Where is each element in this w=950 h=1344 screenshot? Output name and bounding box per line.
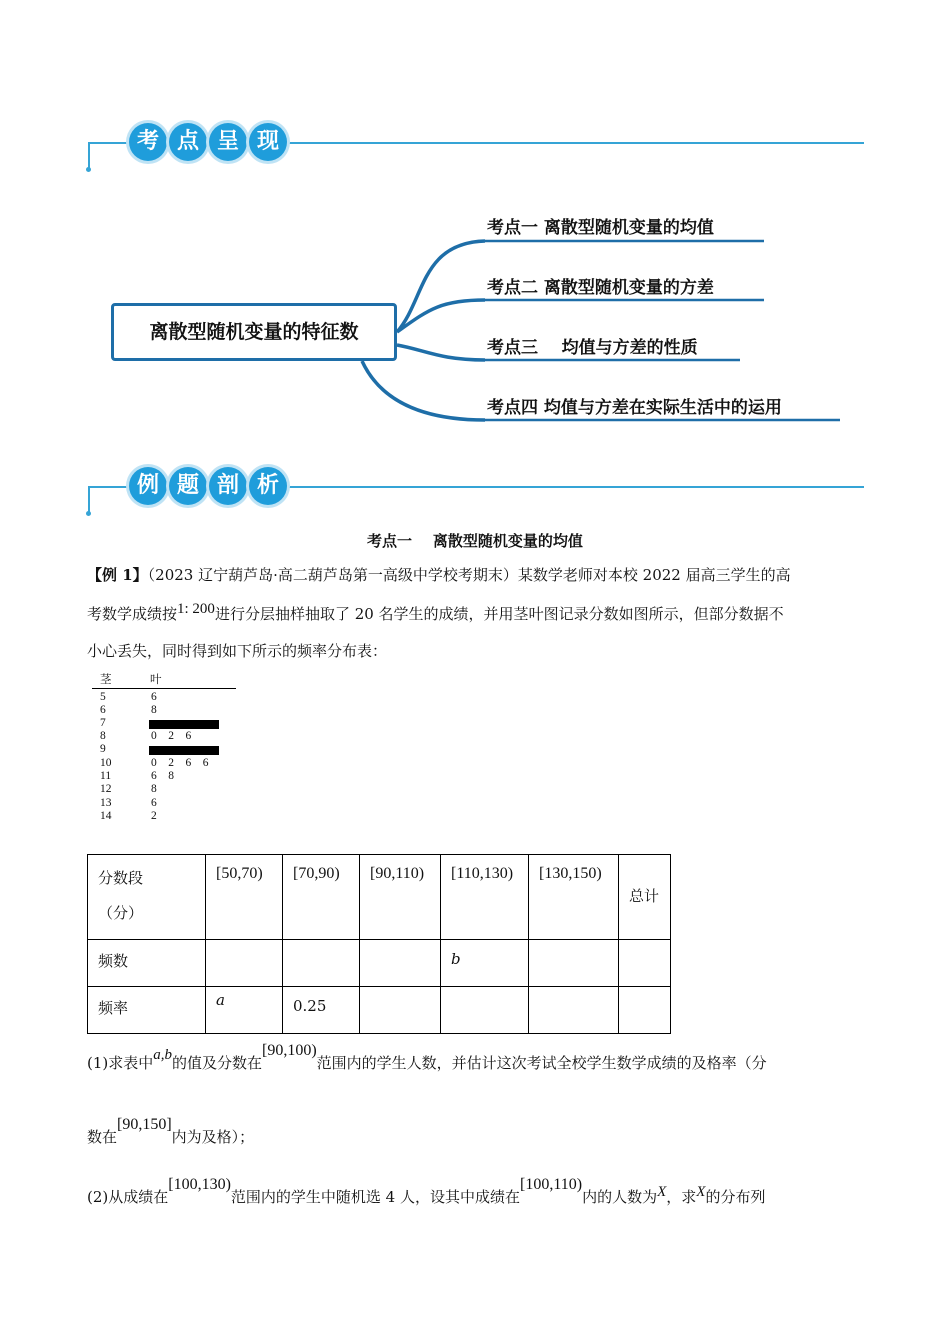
q1-text: 的值及分数在: [172, 1054, 263, 1072]
mindmap-branch-4: 考点四 均值与方差在实际生活中的运用: [487, 398, 782, 418]
banner-char: 点: [169, 123, 207, 161]
q1-text: (1)求表中: [87, 1054, 154, 1072]
row-label: 频数: [98, 952, 129, 970]
q2-text: ，求: [666, 1188, 697, 1206]
unknown-a: a: [216, 991, 225, 1009]
stem-value: 7: [100, 717, 106, 729]
branch-curve-3: [397, 345, 485, 360]
interval-header: [90,110): [370, 865, 425, 882]
interval-90-150: [90,150]: [117, 1116, 172, 1133]
branch-curve-4: [362, 361, 485, 420]
banner-dot: [86, 511, 91, 516]
table-cell: [619, 987, 671, 1034]
table-cell: [360, 855, 441, 940]
q1-text: 数在: [87, 1128, 118, 1146]
mindmap-branch-1: 考点一 离散型随机变量的均值: [487, 218, 714, 238]
table-row: [88, 987, 671, 1034]
table-cell: [88, 855, 206, 940]
mindmap-branch-3: 考点三 均值与方差的性质: [487, 338, 698, 358]
table-cell: [283, 987, 360, 1034]
unknown-b: b: [451, 950, 461, 968]
table-cell: [529, 855, 619, 940]
interval-header: [130,150): [539, 865, 602, 882]
stem-value: 11: [100, 770, 112, 782]
stem-value: 5: [100, 691, 106, 703]
question-1-line-2: [87, 1116, 255, 1148]
table-cell: [529, 940, 619, 987]
variables-ab: a,b: [153, 1047, 172, 1063]
stem-value: 14: [100, 810, 112, 822]
leaf-values: 6 8: [151, 770, 174, 782]
example-line-1: [87, 565, 791, 585]
q2-text: 的分布列: [705, 1188, 766, 1206]
banner-vertical: [88, 486, 90, 514]
banner-char: 考: [129, 123, 167, 161]
interval-header: [70,90): [293, 865, 340, 882]
interval-header: [110,130): [451, 865, 514, 882]
q1-text: 内为及格）；: [171, 1128, 255, 1146]
table-row: [88, 855, 671, 940]
table-cell: [283, 855, 360, 940]
q2-text: 范围内的学生中随机选 4 人，设其中成绩在: [230, 1188, 520, 1206]
question-1-line-1: [87, 1042, 767, 1074]
stem-value: 13: [100, 797, 112, 809]
banner-char: 例: [129, 467, 167, 505]
header-label: 分数段: [98, 869, 144, 887]
table-cell: [441, 855, 529, 940]
interval-100-130: [100,130): [168, 1176, 231, 1193]
missing-data-bar: [149, 746, 219, 755]
stem-leaf-rule: [92, 688, 236, 689]
banner-char: 题: [169, 467, 207, 505]
table-cell: [441, 940, 529, 987]
table-cell: [283, 940, 360, 987]
leaf-values: 8: [151, 783, 157, 795]
leaf-values: 8: [151, 704, 157, 716]
stem-value: 12: [100, 783, 112, 795]
stem-header: 茎: [100, 674, 112, 686]
missing-data-bar: [149, 720, 219, 729]
example-text: 考数学成绩按: [87, 605, 178, 623]
leaf-values: 2: [151, 810, 157, 822]
leaf-values: 6: [151, 691, 157, 703]
rate-value: 0.25: [293, 997, 327, 1015]
table-cell: [206, 987, 283, 1034]
mindmap-branch-2: 考点二 离散型随机变量的方差: [487, 278, 714, 298]
q2-text: 内的人数为: [582, 1188, 658, 1206]
table-cell: [619, 855, 671, 940]
table-cell: [619, 940, 671, 987]
table-cell: [88, 940, 206, 987]
table-cell: [529, 987, 619, 1034]
variable-x: X: [657, 1184, 667, 1200]
banner-char: 析: [249, 467, 287, 505]
table-cell: [88, 987, 206, 1034]
q2-text: (2)从成绩在: [87, 1188, 169, 1206]
leaf-header: 叶: [150, 674, 162, 686]
example-source: （2023 辽宁葫芦岛·高二葫芦岛第一高级中学校考期末）某数学老师对本校 2022 届高三学生的高: [147, 566, 791, 584]
branch-curve-1: [397, 241, 485, 332]
total-header: 总计: [629, 887, 660, 905]
example-label: 【例 1】: [87, 566, 148, 584]
interval-100-110: [100,110): [520, 1176, 583, 1193]
q1-text: 范围内的学生人数，并估计这次考试全校学生数学成绩的及格率（分: [316, 1054, 767, 1072]
example-text: 进行分层抽样抽取了 20 名学生的成绩，并用茎叶图记录分数如图所示，但部分数据不: [214, 605, 784, 623]
table-row: [88, 940, 671, 987]
interval-header: [50,70): [216, 865, 263, 882]
interval-90-100: [90,100): [262, 1042, 317, 1059]
question-2-line-1: [87, 1176, 766, 1208]
table-cell: [360, 987, 441, 1034]
banner-char: 呈: [209, 123, 247, 161]
leaf-values: 6: [151, 797, 157, 809]
stem-value: 6: [100, 704, 106, 716]
mindmap-center: 离散型随机变量的特征数: [111, 303, 397, 361]
leaf-values: 0 2 6 6: [151, 757, 209, 769]
table-cell: [441, 987, 529, 1034]
table-cell: [360, 940, 441, 987]
example-line-2: [87, 601, 784, 625]
branch-curve-2: [397, 300, 485, 332]
sampling-ratio: 1: 200: [177, 601, 215, 617]
banner-char: 现: [249, 123, 287, 161]
section-title: 考点一 离散型随机变量的均值: [367, 532, 583, 550]
leaf-values: 0 2 6: [151, 730, 192, 742]
mindmap-connectors: [0, 0, 950, 460]
variable-x: X: [696, 1184, 706, 1200]
stem-value: 8: [100, 730, 106, 742]
table-cell: [206, 940, 283, 987]
table-cell: [206, 855, 283, 940]
stem-value: 9: [100, 743, 106, 755]
banner-char: 剖: [209, 467, 247, 505]
stem-value: 10: [100, 757, 112, 769]
header-unit: （分）: [98, 904, 144, 922]
frequency-table: [87, 854, 671, 1034]
row-label: 频率: [98, 999, 129, 1017]
example-line-3: 小心丢失，同时得到如下所示的频率分布表：: [87, 642, 388, 660]
